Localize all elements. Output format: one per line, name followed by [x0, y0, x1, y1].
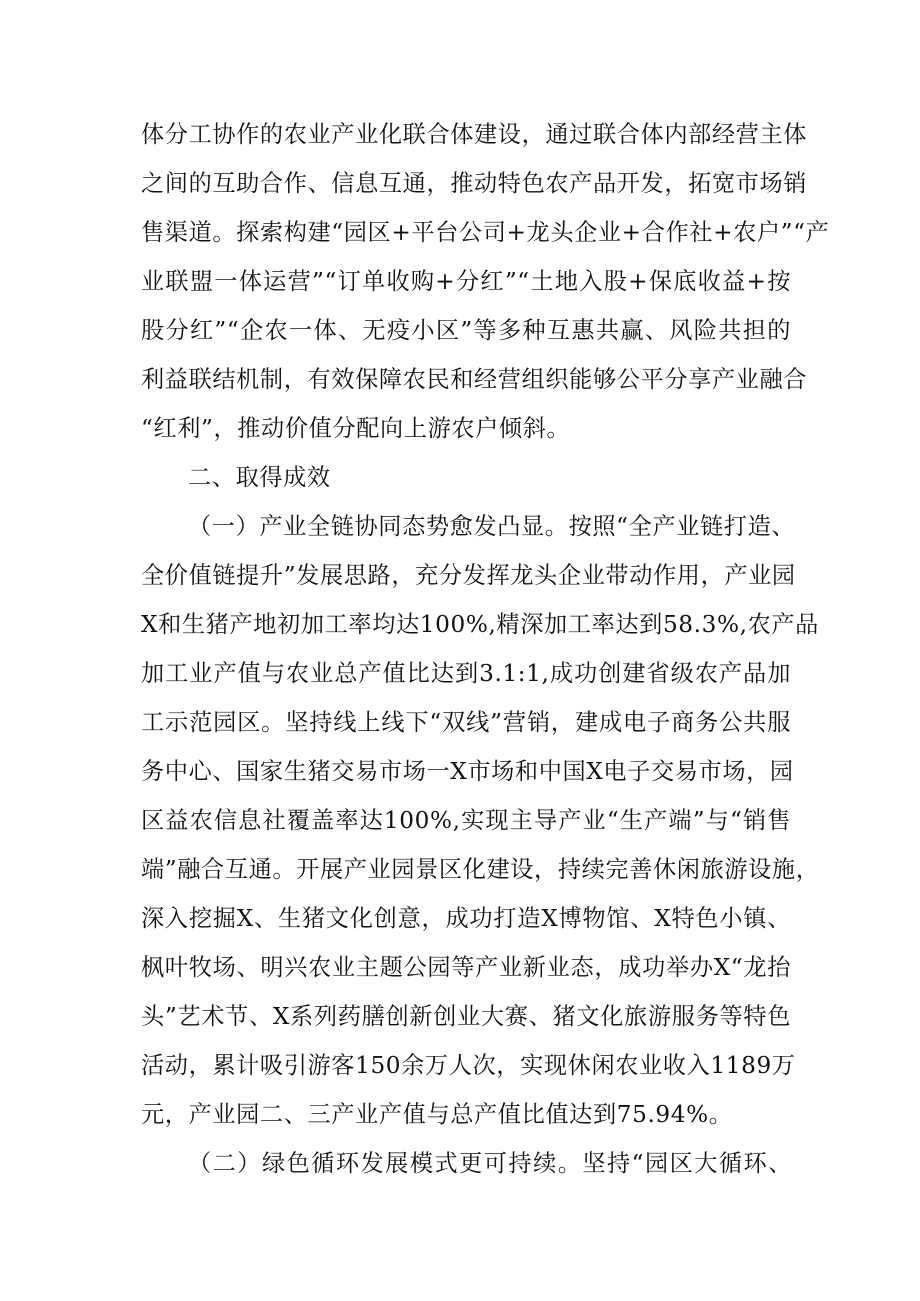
- subsection-heading-line: （一）产业全链协同态势愈发凸显。按照“全产业链打造、: [188, 513, 796, 540]
- text-line: X和生猪产地初加工率均达100%,精深加工率达到58.3%,农产品: [141, 611, 819, 638]
- text-line: 利益联结机制，有效保障农民和经营组织能够公平分享产业融合: [141, 366, 808, 393]
- text-line: 活动，累计吸引游客150余万人次，实现休闲农业收入1189万: [141, 1052, 796, 1079]
- subsection-heading-line: （二）绿色循环发展模式更可持续。坚持“园区大循环、: [188, 1150, 792, 1177]
- text-line: 区益农信息社覆盖率达100%,实现主导产业“生产端”与“销售: [141, 807, 791, 834]
- text-line: 股分红”“企农一体、无疫小区”等多种互惠共赢、风险共担的: [141, 317, 791, 344]
- section-heading: 二、取得成效: [188, 464, 331, 491]
- text-line: 枫叶牧场、明兴农业主题公园等产业新业态，成功举办X“龙抬: [141, 954, 791, 981]
- text-line: 全价值链提升”发展思路，充分发挥龙头企业带动作用，产业园: [141, 562, 796, 589]
- text-line: 加工业产值与农业总产值比达到3.1:1,成功创建省级农产品加: [141, 660, 791, 687]
- text-line: 深入挖掘X、生猪文化创意，成功打造X博物馆、X特色小镇、: [141, 905, 791, 932]
- text-line: 之间的互助合作、信息互通，推动特色农产品开发，拓宽市场销: [141, 170, 808, 197]
- text-line: 体分工协作的农业产业化联合体建设，通过联合体内部经营主体: [141, 121, 808, 148]
- text-line: 端”融合互通。开展产业园景区化建设，持续完善休闲旅游设施，: [141, 856, 820, 883]
- text-line: 业联盟一体运营”“订单收购+分红”“土地入股+保底收益+按: [141, 268, 791, 295]
- text-line: 元，产业园二、三产业产值与总产值比值达到75.94%。: [141, 1101, 733, 1128]
- text-line: “红利”，推动价值分配向上游农户倾斜。: [141, 415, 571, 442]
- text-line: 售渠道。探索构建“园区+平台公司+龙头企业+合作社+农户”“产: [141, 219, 830, 246]
- text-line: 头”艺术节、X系列药膳创新创业大赛、猪文化旅游服务等特色: [141, 1003, 791, 1030]
- text-line: 务中心、国家生猪交易市场一X市场和中国X电子交易市场，园: [141, 758, 794, 785]
- text-line: 工示范园区。坚持线上线下“双线”营销，建成电子商务公共服: [141, 709, 791, 736]
